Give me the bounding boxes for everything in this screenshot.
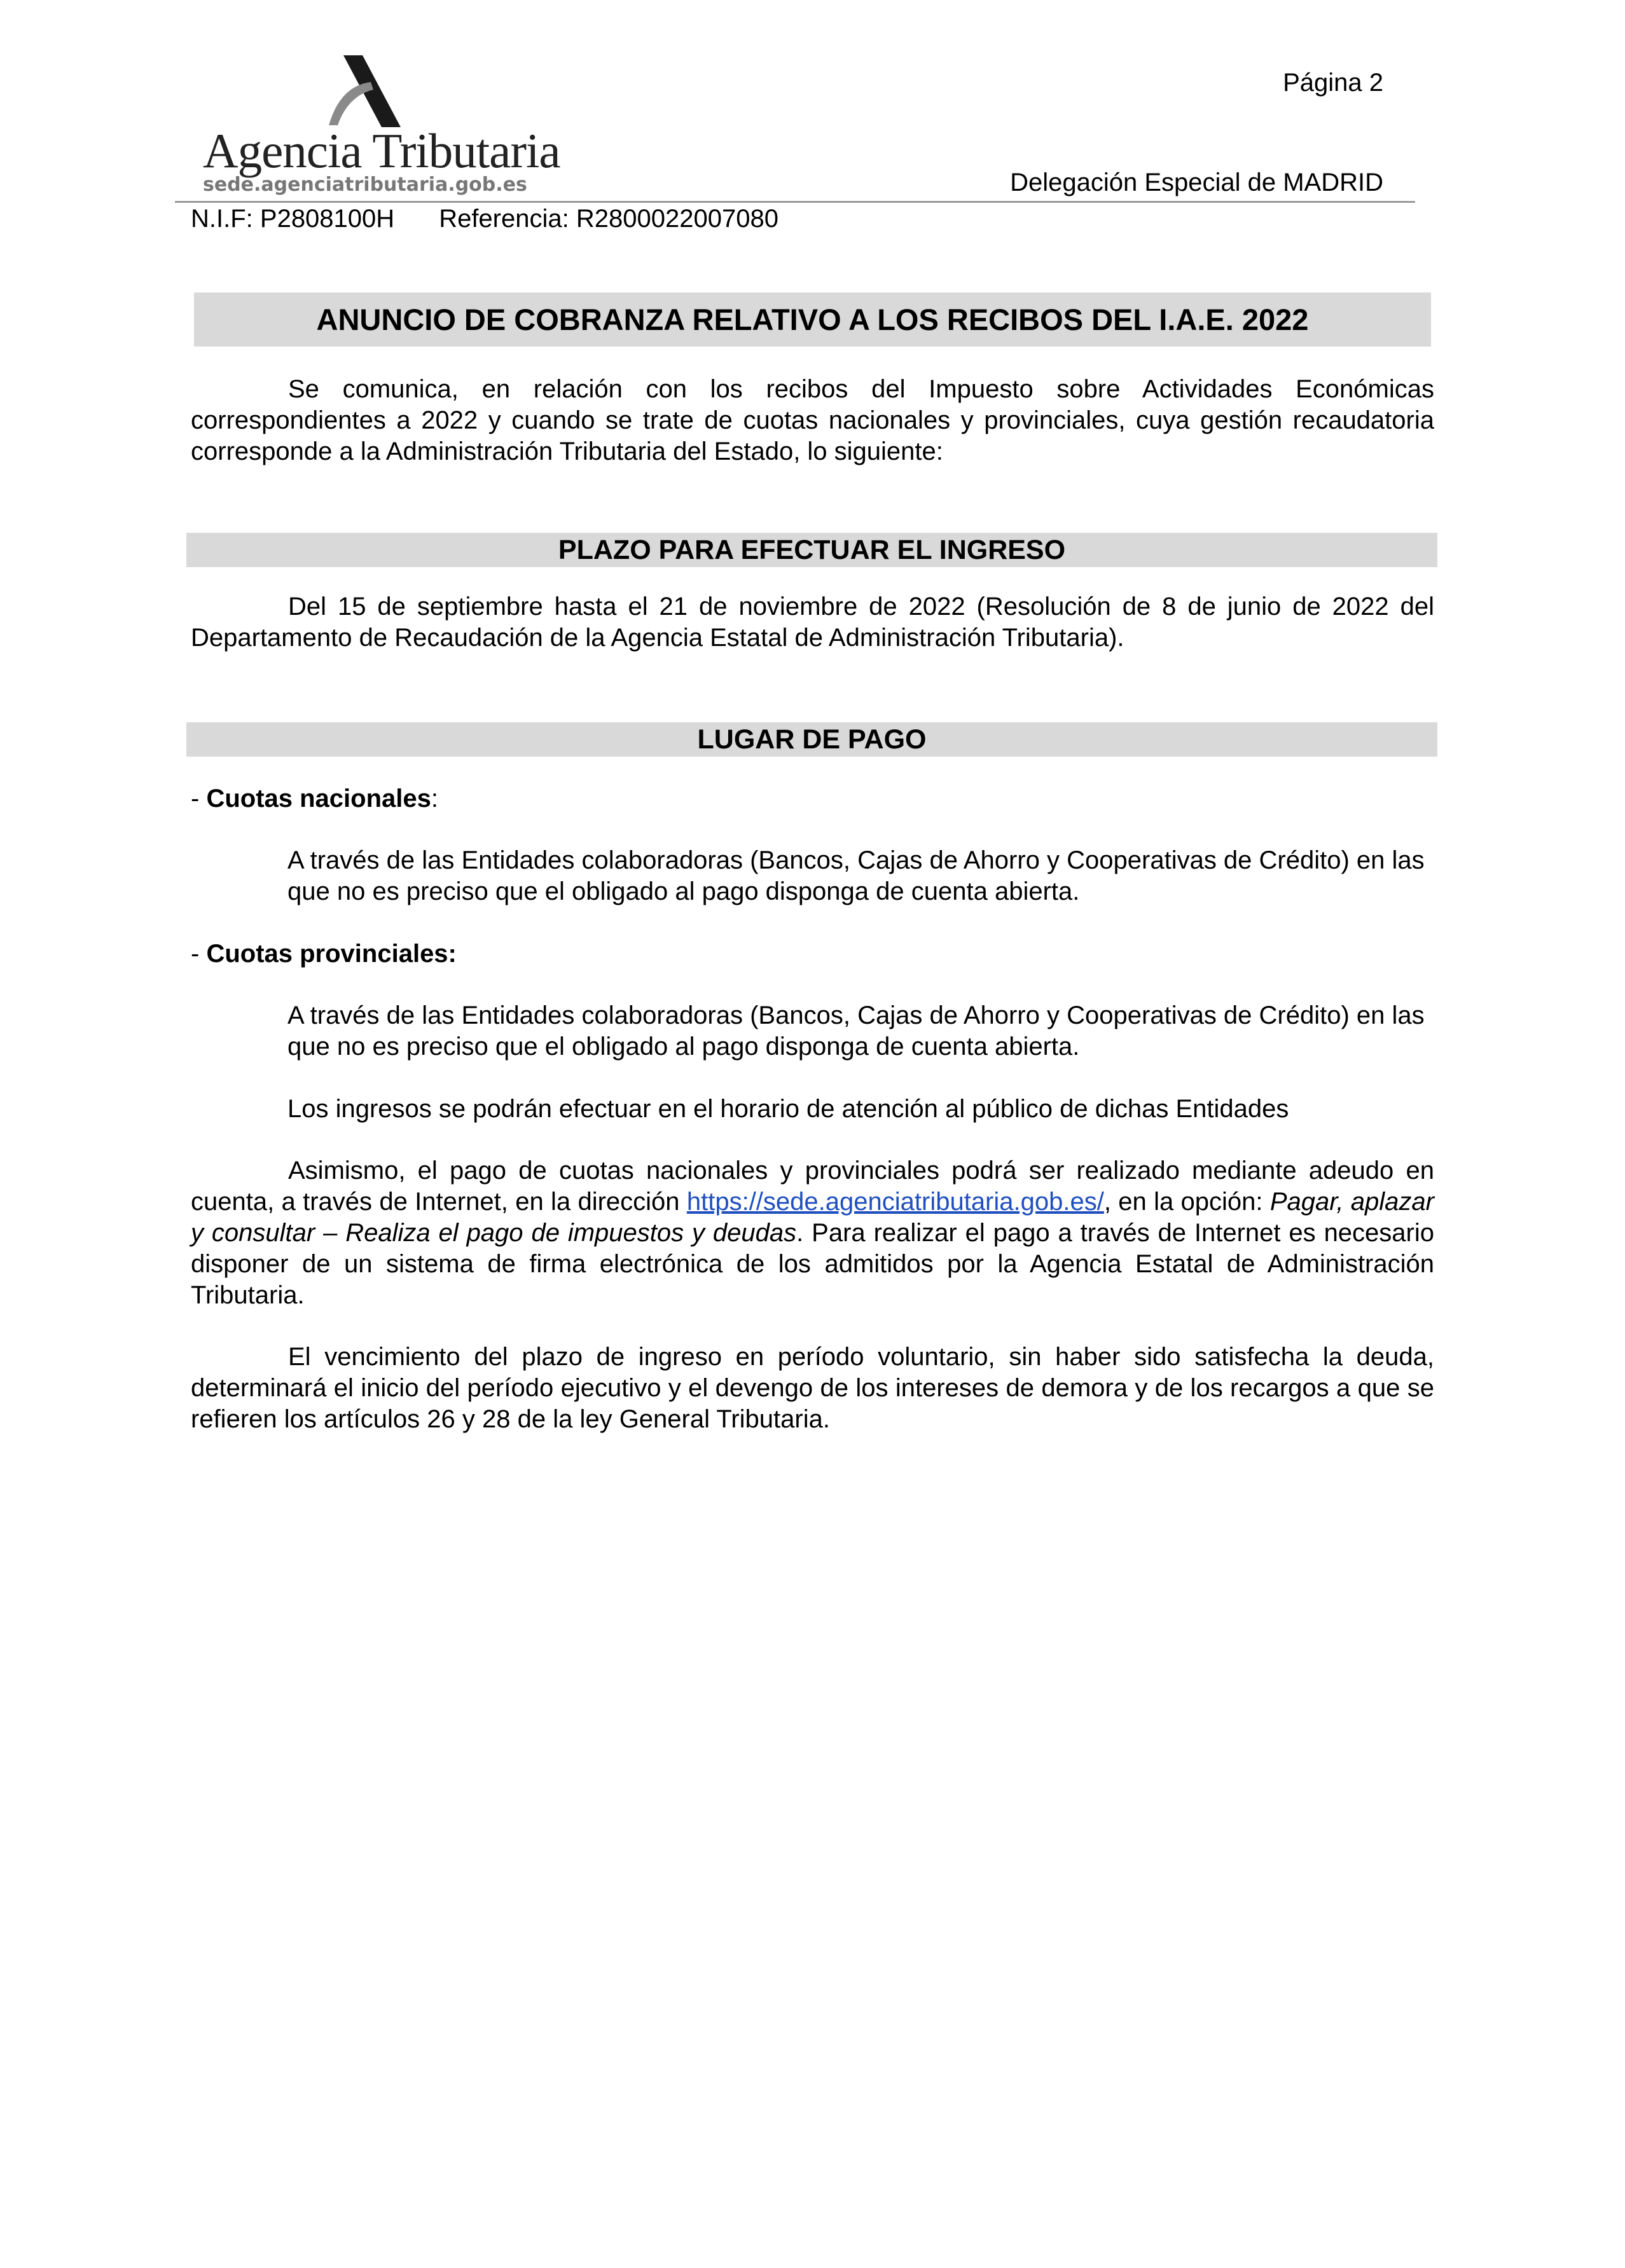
payment-option-text: Pagar, aplazar y consultar – Realiza el pago de impuestos y deudas (191, 1188, 1434, 1247)
provinciales-paragraph: A través de las Entidades colaboradoras (Bancos, Cajas de Ahorro y Cooperativas de Crédito) en las que no es preciso que el obligado al pago disponga de cuenta abierta. (287, 1001, 1425, 1061)
agency-logo-name: Agencia Tributaria (203, 123, 560, 178)
provinciales-label-line: - Cuotas provinciales: (191, 940, 457, 968)
referencia: Referencia: R2800022007080 (439, 205, 778, 233)
section-heading-lugar: LUGAR DE PAGO (186, 722, 1437, 757)
nacionales-label: Cuotas nacionales (206, 785, 431, 813)
sede-link[interactable]: https://sede.agenciatributaria.gob.es/ (686, 1188, 1104, 1216)
agency-logo-url: sede.agenciatributaria.gob.es (203, 174, 527, 196)
nacionales-paragraph: A través de las Entidades colaboradoras (Bancos, Cajas de Ahorro y Cooperativas de Crédito) en las que no es preciso que el obligado al pago disponga de cuenta abierta. (287, 846, 1425, 905)
header-divider (175, 201, 1415, 203)
agency-logo-mark-icon (315, 54, 404, 130)
plazo-paragraph: Del 15 de septiembre hasta el 21 de noviembre de 2022 (Resolución de 8 de junio de 2022 del Departamento de Recaudación de la Agencia Estatal de Administración Tributaria). (191, 593, 1434, 652)
intro-paragraph: Se comunica, en relación con los recibos del Impuesto sobre Actividades Económicas correspondientes a 2022 y cuando se trate de cuotas nacionales y provinciales, cuya gestión recaudatoria corresponde a la Administración Tributaria del Estado, lo siguiente: (191, 375, 1434, 465)
page-number: Página 2 (1283, 69, 1383, 97)
vencimiento-paragraph: El vencimiento del plazo de ingreso en período voluntario, sin haber sido satisfecha la deuda, determinará el inicio del período ejecutivo y el devengo de los intereses de demora y de los recargos a que se refieren los artículos 26 y 28 de la ley General Tributaria. (191, 1343, 1434, 1433)
provinciales-label: Cuotas provinciales: (206, 940, 457, 968)
internet-paragraph: Asimismo, el pago de cuotas nacionales y provinciales podrá ser realizado mediante adeudo en cuenta, a través de Internet, en la dirección https://sede.agenciatributaria.gob.es/, en la opción: Pagar, aplazar y consultar – Realiza el pago de impuestos y deudas. Para realizar el pago a través de Internet es necesario disponer de un sistema de firma electrónica de los admitidos por la Agencia Estatal de Administración Tributaria. (191, 1157, 1435, 1309)
document-title: ANUNCIO DE COBRANZA RELATIVO A LOS RECIBOS DEL I.A.E. 2022 (194, 292, 1431, 347)
nif-reference-line (191, 205, 778, 233)
horario-paragraph: Los ingresos se podrán efectuar en el horario de atención al público de dichas Entidades (287, 1095, 1289, 1123)
nacionales-label-line: - Cuotas nacionales: (191, 785, 438, 813)
office-name: Delegación Especial de MADRID (1010, 168, 1383, 196)
agency-logo (200, 54, 560, 200)
section-heading-plazo: PLAZO PARA EFECTUAR EL INGRESO (186, 533, 1437, 567)
nif: N.I.F: P2808100H (191, 205, 395, 233)
